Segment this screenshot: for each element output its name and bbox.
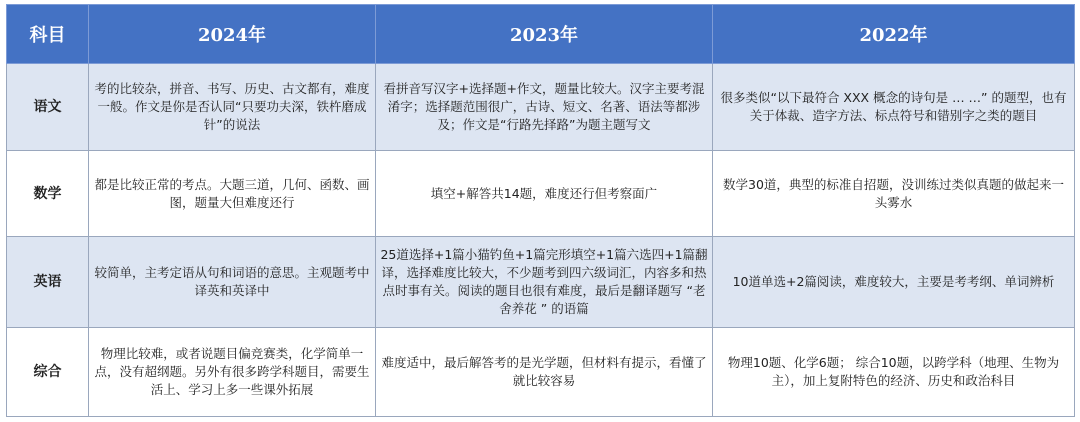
table-header-row — [7, 5, 1075, 64]
cell-2022: 数学30道，典型的标准自招题，没训练过类似真题的做起来一头雾水 — [713, 151, 1075, 237]
cell-2022: 10道单选+2篇阅读，难度较大，主要是考考纲、单词辨析 — [713, 237, 1075, 328]
table-row — [7, 64, 1075, 151]
cell-2023: 看拼音写汉字+选择题+作文，题量比较大。汉字主要考混淆字；选择题范围很广，古诗、短文、名著、语法等都涉及；作文是“行路先择路”为题主题写文 — [376, 64, 713, 151]
header-2022: 2022年 — [713, 5, 1075, 64]
cell-2023: 25道选择+1篇小猫钓鱼+1篇完形填空+1篇六选四+1篇翻译，选择难度比较大，不少题考到四六级词汇，内容多和热点时事有关。阅读的题目也很有难度，最后是翻译题写 “老舍养花 ” 的语篇 — [376, 237, 713, 328]
cell-2023: 难度适中，最后解答考的是光学题，但材料有提示，看懂了就比较容易 — [376, 328, 713, 417]
cell-2024: 较简单，主考定语从句和词语的意思。主观题考中译英和英译中 — [89, 237, 376, 328]
cell-2023: 填空+解答共14题，难度还行但考察面广 — [376, 151, 713, 237]
table-row — [7, 151, 1075, 237]
header-subject: 科目 — [7, 5, 89, 64]
header-2023: 2023年 — [376, 5, 713, 64]
header-2024: 2024年 — [89, 5, 376, 64]
table-row — [7, 237, 1075, 328]
exam-comparison-table — [6, 4, 1075, 417]
table-row — [7, 328, 1075, 417]
subject-cell: 语文 — [7, 64, 89, 151]
cell-2022: 很多类似“以下最符合 XXX 概念的诗句是 … …” 的题型，也有关于体裁、造字方法、标点符号和错别字之类的题目 — [713, 64, 1075, 151]
cell-2024: 考的比较杂，拼音、书写、历史、古文都有，难度一般。作文是你是否认同“只要功夫深，铁杵磨成针”的说法 — [89, 64, 376, 151]
subject-cell: 英语 — [7, 237, 89, 328]
cell-2024: 都是比较正常的考点。大题三道，几何、函数、画图，题量大但难度还行 — [89, 151, 376, 237]
subject-cell: 综合 — [7, 328, 89, 417]
subject-cell: 数学 — [7, 151, 89, 237]
cell-2022: 物理10题、化学6题； 综合10题，以跨学科（地理、生物为主），加上复附特色的经济、历史和政治科目 — [713, 328, 1075, 417]
cell-2024: 物理比较难，或者说题目偏竞赛类，化学简单一点，没有超纲题。另外有很多跨学科题目，需要生活上、学习上多一些课外拓展 — [89, 328, 376, 417]
